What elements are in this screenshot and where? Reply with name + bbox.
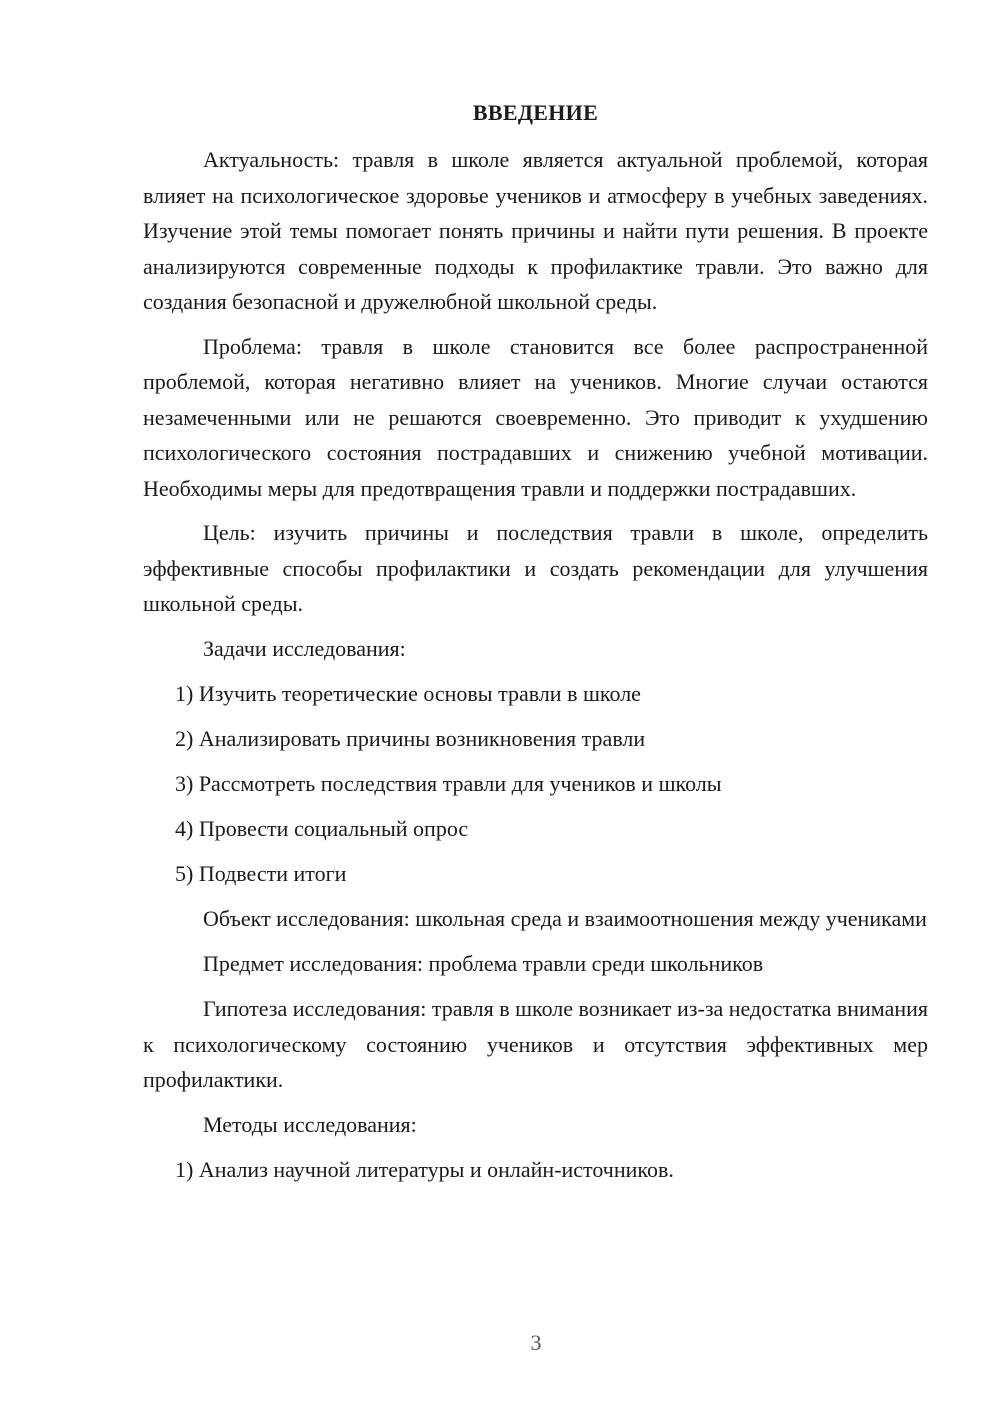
list-item: 1) Анализ научной литературы и онлайн-источников. xyxy=(175,1157,674,1182)
list-item: 1) Изучить теоретические основы травли в школе xyxy=(175,681,641,706)
tasks-heading: Задачи исследования: xyxy=(203,635,406,661)
methods-heading: Методы исследования: xyxy=(203,1111,417,1137)
tasks-list xyxy=(143,676,928,891)
methods-list xyxy=(143,1152,928,1187)
list-item: 2) Анализировать причины возникновения травли xyxy=(175,726,646,751)
list-item: 4) Провести социальный опрос xyxy=(175,816,469,841)
object-paragraph: Объект исследования: школьная среда и взаимоотношения между учениками xyxy=(203,906,927,931)
page-title: ВВЕДЕНИЕ xyxy=(472,100,599,125)
list-item: 5) Подвести итоги xyxy=(175,861,347,886)
subject-paragraph: Предмет исследования: проблема травли среди школьников xyxy=(203,950,764,976)
hypothesis-paragraph: Гипотеза исследования: травля в школе возникает из-за недостатка внимания к психологическому состоянию учеников и отсутствия эффективных мер профилактики. xyxy=(143,996,928,1092)
problem-paragraph: Проблема: травля в школе становится все более распространенной проблемой, которая негативно влияет на учеников. Многие случаи остаются незамеченными или не решаются своевременно. Это приводит к ухудшению психологического состояния пострадавших и снижению учебной мотивации. Необходимы меры для предотвращения травли и поддержки пострадавших. xyxy=(143,333,928,501)
page-number: 3 xyxy=(530,1330,542,1355)
page-content xyxy=(143,95,928,1197)
goal-paragraph: Цель: изучить причины и последствия травли в школе, определить эффективные способы профилактики и создать рекомендации для улучшения школьной среды. xyxy=(143,520,928,616)
relevance-paragraph: Актуальность: травля в школе является актуальной проблемой, которая влияет на психологическое здоровье учеников и атмосферу в учебных заведениях. Изучение этой темы помогает понять причины и найти пути решения. В проекте анализируются современные подходы к профилактике травли. Это важно для создания безопасной и дружелюбной школьной среды. xyxy=(143,147,928,314)
list-item: 3) Рассмотреть последствия травли для учеников и школы xyxy=(175,771,722,796)
